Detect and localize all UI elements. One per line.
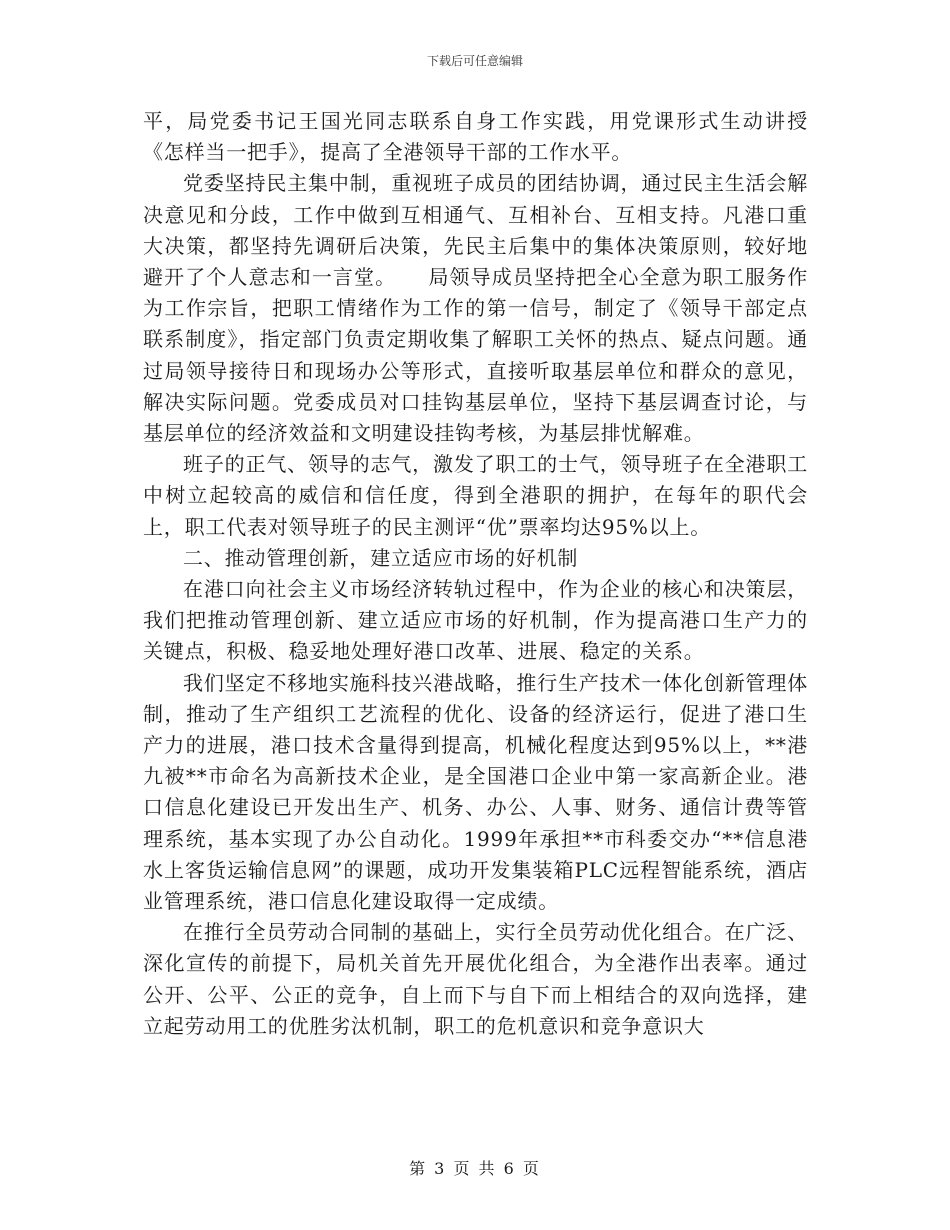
paragraph: 在港口向社会主义市场经济转轨过程中，作为企业的核心和决策层，我们把推动管理创新、建立适应市场的好机制，作为提高港口生产力的关键点，积极、稳妥地处理好港口改革、进展、稳定的关系。 (143, 577, 808, 664)
document-body (143, 106, 808, 1042)
page-header: 下载后可任意编辑 (426, 54, 523, 68)
paragraph: 平，局党委书记王国光同志联系自身工作实践，用党课形式生动讲授《怎样当一把手》，提高了全港领导干部的工作水平。 (143, 109, 808, 165)
paragraph: 班子的正气、领导的志气，激发了职工的士气，领导班子在全港职工中树立起较高的威信和信任度，得到全港职的拥护，在每年的职代会上，职工代表对领导班子的民主测评“优”票率均达95%以上。 (143, 452, 808, 539)
section-heading: 二、推动管理创新，建立适应市场的好机制 (183, 545, 579, 570)
paragraph: 我们坚定不移地实施科技兴港战略，推行生产技术一体化创新管理体制，推动了生产组织工艺流程的优化、设备的经济运行，促进了港口生产力的进展，港口技术含量得到提高，机械化程度达到95%以上，**港九被**市命名为高新技术企业，是全国港口企业中第一家高新企业。港口信息化建设已开发出生产、机务、办公、人事、财务、通信计费等管理系统，基本实现了办公自动化。1999年承担**市科委交办“**信息港水上客货运输信息网”的课题，成功开发集装箱PLC远程智能系统，酒店业管理系统，港口信息化建设取得一定成绩。 (143, 670, 808, 914)
paragraph: 在推行全员劳动合同制的基础上，实行全员劳动优化组合。在广泛、深化宣传的前提下，局机关首先开展优化组合，为全港作出表率。通过公开、公平、公正的竞争，自上而下与自下而上相结合的双向选择，建立起劳动用工的优胜劣汰机制，职工的危机意识和竞争意识大 (143, 920, 808, 1038)
paragraph: 党委坚持民主集中制，重视班子成员的团结协调，通过民主生活会解决意见和分歧，工作中做到互相通气、互相补台、互相支持。凡港口重大决策，都坚持先调研后决策，先民主后集中的集体决策原则，较好地避开了个人意志和一言堂。 局领导成员坚持把全心全意为职工服务作为工作宗旨，把职工情绪作为工作的第一信号，制定了《领导干部定点联系制度》，指定部门负责定期收集了解职工关怀的热点、疑点问题。通过局领导接待日和现场办公等形式，直接听取基层单位和群众的意见，解决实际问题。党委成员对口挂钩基层单位，坚持下基层调查讨论，与基层单位的经济效益和文明建设挂钩考核，为基层排忧解难。 (143, 171, 808, 446)
page-footer: 第 3 页 共 6 页 (409, 1159, 541, 1178)
